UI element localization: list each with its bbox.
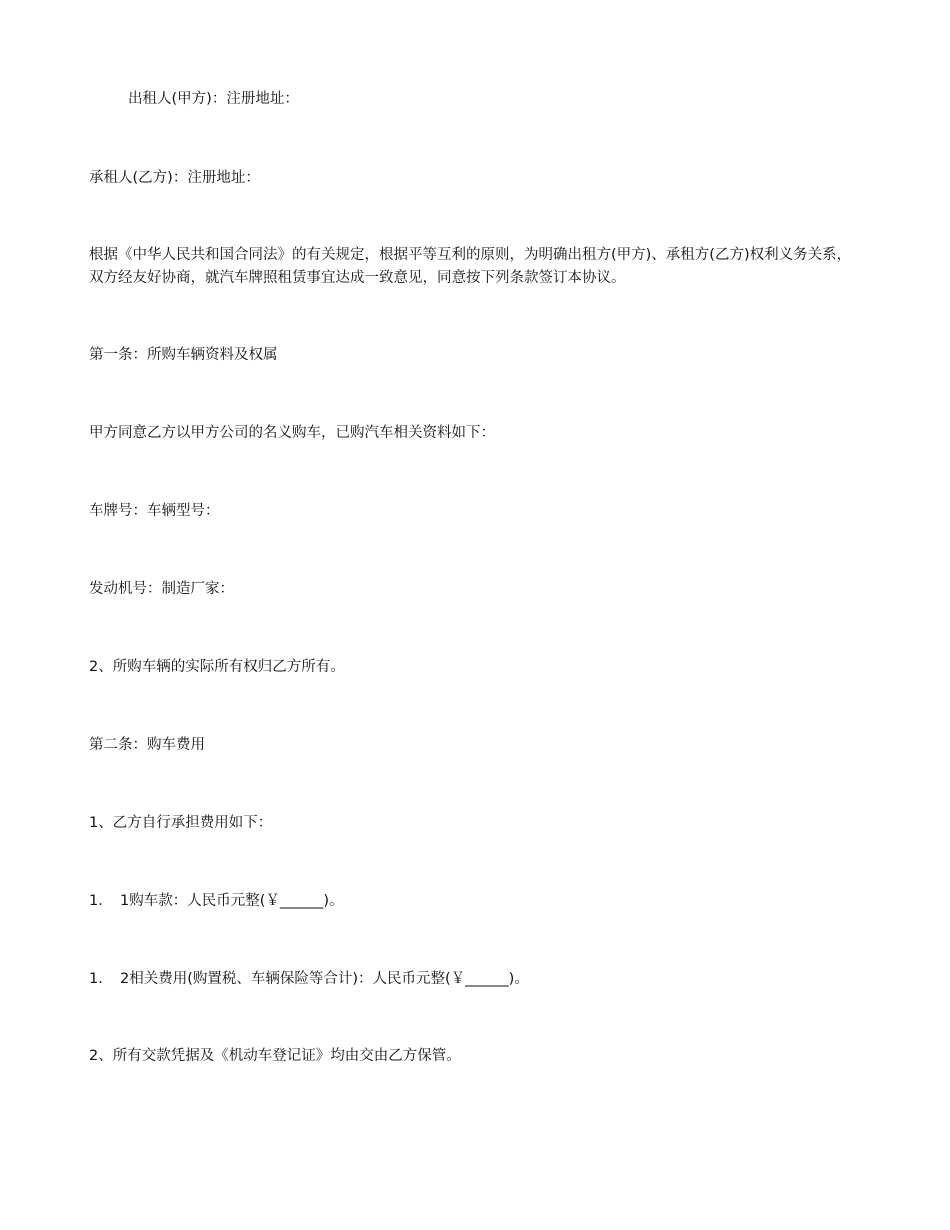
article2-item1-1: 1． 1购车款：人民币元整(￥______)。 bbox=[89, 893, 344, 909]
engine-maker-line: 发动机号：制造厂家： bbox=[89, 581, 234, 597]
plate-model-line: 车牌号：车辆型号： bbox=[89, 503, 220, 519]
article1-item2: 2、所购车辆的实际所有权归乙方所有。 bbox=[89, 659, 345, 675]
preamble-paragraph: 根据《中华人民共和国合同法》的有关规定，根据平等互利的原则，为明确出租方(甲方)、承租方(乙方)权利义务关系，双方经友好协商，就汽车牌照租赁事宜达成一致意见，同意按下列条款签订本协议。 bbox=[89, 247, 852, 286]
article2-item1: 1、乙方自行承担费用如下： bbox=[89, 815, 273, 831]
article2-title: 第二条：购车费用 bbox=[89, 737, 205, 753]
lessor-line: 出租人(甲方)：注册地址： bbox=[128, 91, 299, 107]
article2-item1-2: 1． 2相关费用(购置税、车辆保险等合计)：人民币元整(￥______)。 bbox=[89, 971, 529, 987]
lessee-line: 承租人(乙方)：注册地址： bbox=[89, 170, 260, 186]
article1-title: 第一条：所购车辆资料及权属 bbox=[89, 347, 278, 363]
article2-item2: 2、所有交款凭据及《机动车登记证》均由交由乙方保管。 bbox=[89, 1048, 461, 1064]
article1-intro: 甲方同意乙方以甲方公司的名义购车，已购汽车相关资料如下： bbox=[89, 425, 495, 441]
